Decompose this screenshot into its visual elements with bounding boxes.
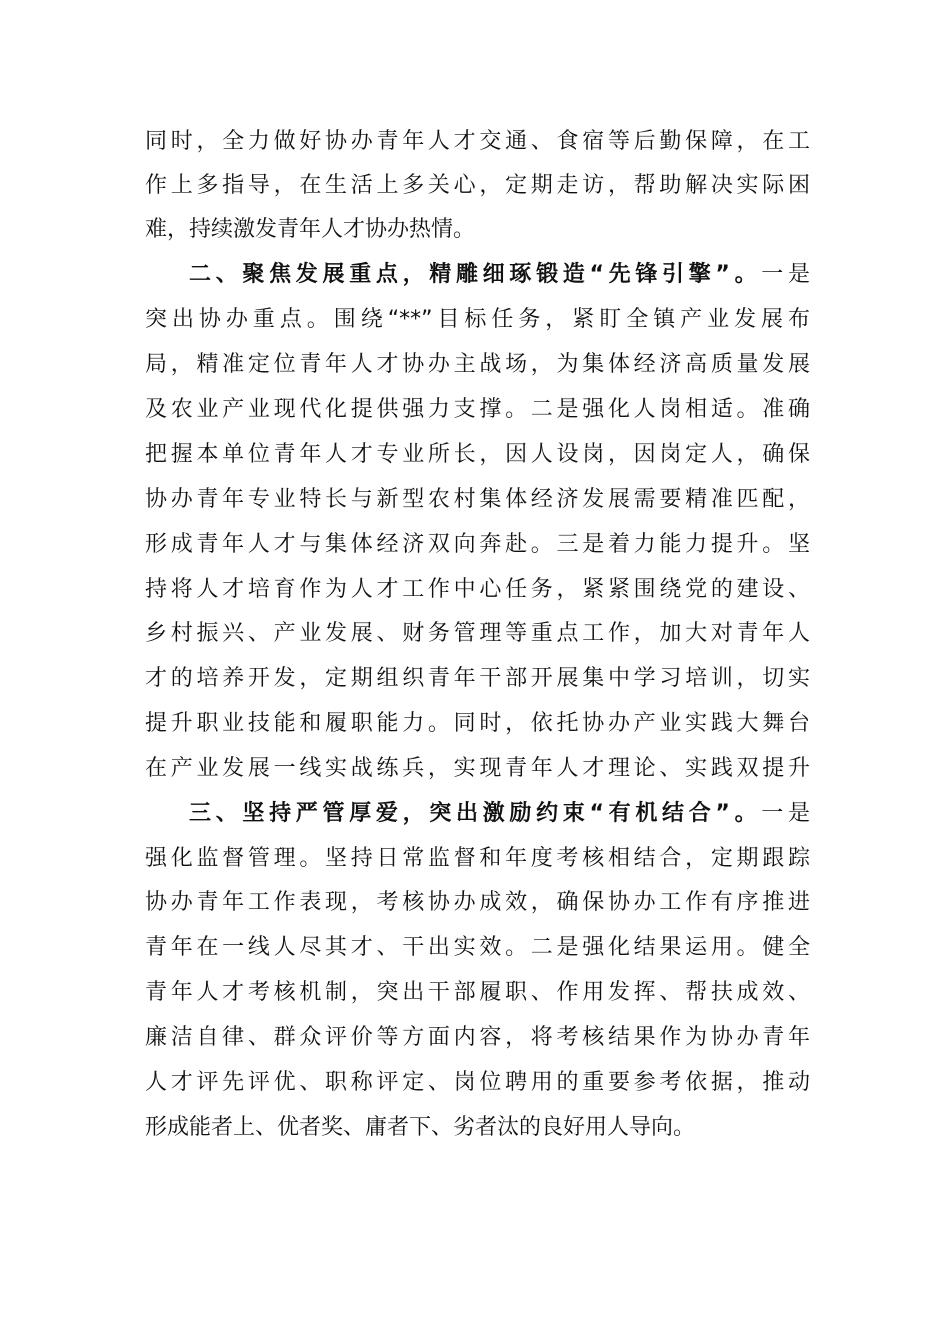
paragraph-1-line-3: 难，持续激发青年人才协办热情。 (145, 217, 476, 242)
section-2-heading: 二、聚焦发展重点，精雕细琢锻造“先锋引擎”。 (189, 262, 762, 287)
section-3-line-7: 形成能者上、优者奖、庸者下、劣者汰的良好用人导向。 (145, 1115, 696, 1140)
section-2-first-line-rest: 一是 (761, 262, 810, 287)
section-2-line-9: 才的培养开发，定期组织青年干部开展集中学习培训，切实 (145, 666, 810, 691)
section-3-first-line-rest: 一是 (761, 801, 810, 826)
section-2-line-7: 持将人才培育作为人才工作中心任务，紧紧围绕党的建设、 (145, 577, 810, 602)
section-2-line-5: 协办青年专业特长与新型农村集体经济发展需要精准匹配， (145, 487, 810, 512)
paragraph-1-line-1: 同时，全力做好协办青年人才交通、食宿等后勤保障，在工 (145, 129, 810, 154)
section-3-first-line (189, 792, 810, 836)
section-2-line-1: 突出协办重点。围绕“**”目标任务，紧盯全镇产业发展布 (145, 307, 810, 332)
section-3-line-5: 廉洁自律、群众评价等方面内容，将考核结果作为协办青年 (145, 1025, 810, 1050)
section-2-line-2: 局，精准定位青年人才协办主战场，为集体经济高质量发展 (145, 352, 810, 377)
paragraph-1-line-2: 作上多指导，在生活上多关心，定期走访，帮助解决实际困 (145, 173, 810, 198)
section-2-line-8: 乡村振兴、产业发展、财务管理等重点工作，加大对青年人 (145, 621, 810, 646)
section-3-line-2: 协办青年工作表现，考核协办成效，确保协办工作有序推进 (145, 890, 810, 915)
section-3-line-3: 青年在一线人尽其才、干出实效。二是强化结果运用。健全 (145, 935, 810, 960)
section-2-line-3: 及农业产业现代化提供强力支撑。二是强化人岗相适。准确 (145, 397, 810, 422)
section-3-line-4: 青年人才考核机制，突出干部履职、作用发挥、帮扶成效、 (145, 980, 810, 1005)
section-2-first-line (189, 253, 810, 297)
section-2-line-6: 形成青年人才与集体经济双向奔赴。三是着力能力提升。坚 (145, 532, 810, 557)
section-3-line-1: 强化监督管理。坚持日常监督和年度考核相结合，定期跟踪 (145, 846, 810, 871)
section-2-line-10: 提升职业技能和履职能力。同时，依托协办产业实践大舞台 (145, 711, 810, 736)
section-2-line-11: 在产业发展一线实战练兵，实现青年人才理论、实践双提升 (145, 756, 810, 781)
section-2-line-4: 把握本单位青年人才专业所长，因人设岗，因岗定人，确保 (145, 442, 810, 467)
section-3-heading: 三、坚持严管厚爱，突出激励约束“有机结合”。 (189, 801, 762, 826)
section-3-line-6: 人才评先评优、职称评定、岗位聘用的重要参考依据，推动 (145, 1070, 810, 1095)
